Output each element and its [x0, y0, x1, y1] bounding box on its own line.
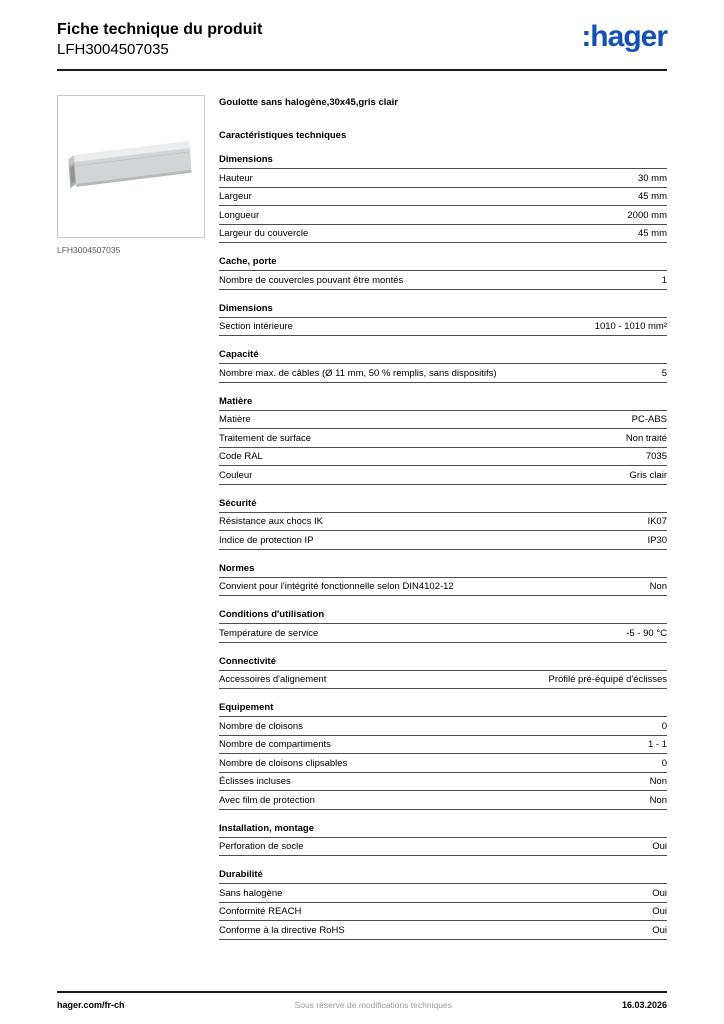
spec-rows	[219, 169, 667, 243]
product-image-frame	[57, 95, 205, 238]
characteristics-title: Caractéristiques techniques	[219, 130, 347, 142]
spec-value: Non traité	[625, 432, 667, 444]
product-image-column	[57, 95, 205, 255]
spec-row	[219, 717, 667, 736]
spec-section	[219, 867, 667, 940]
spec-row	[219, 429, 667, 448]
spec-label: Traitement de surface	[219, 432, 312, 444]
spec-section-title: Dimensions	[219, 301, 667, 318]
spec-rows	[219, 838, 667, 857]
spec-label: Avec film de protection	[219, 794, 315, 806]
footer-website: hager.com/fr-ch	[57, 1000, 125, 1010]
spec-value: 1 - 1	[647, 739, 667, 751]
spec-rows	[219, 513, 667, 550]
spec-label: Conforme à la directive RoHS	[219, 924, 345, 936]
spec-section-title: Connectivité	[219, 654, 667, 671]
spec-column	[219, 95, 667, 940]
spec-section-title: Normes	[219, 561, 667, 578]
spec-label: Température de service	[219, 627, 319, 639]
spec-label: Conformité REACH	[219, 906, 302, 918]
spec-row	[219, 364, 667, 383]
spec-row	[219, 838, 667, 857]
spec-section	[219, 347, 667, 383]
spec-row	[219, 206, 667, 225]
spec-section-title: Sécurité	[219, 496, 667, 513]
spec-section-title: Equipement	[219, 700, 667, 717]
spec-value: 0	[661, 720, 667, 732]
spec-label: Nombre de couvercles pouvant être montés	[219, 274, 404, 286]
spec-label: Nombre de compartiments	[219, 739, 331, 751]
spec-row	[219, 921, 667, 940]
spec-value: 45 mm	[637, 228, 667, 240]
spec-value: Non	[649, 581, 667, 593]
spec-section	[219, 821, 667, 857]
spec-row	[219, 513, 667, 532]
spec-label: Nombre de cloisons	[219, 720, 303, 732]
spec-value: 1010 - 1010 mm²	[594, 321, 667, 333]
spec-rows	[219, 411, 667, 485]
spec-label: Largeur	[219, 191, 252, 203]
spec-section-title: Capacité	[219, 347, 667, 364]
spec-value: 30 mm	[637, 172, 667, 184]
main-content	[57, 95, 667, 940]
spec-label: Éclisses incluses	[219, 776, 291, 788]
spec-label: Hauteur	[219, 172, 253, 184]
spec-value: -5 - 90 °C	[626, 627, 667, 639]
spec-row	[219, 169, 667, 188]
spec-rows	[219, 624, 667, 643]
spec-value: Gris clair	[629, 469, 667, 481]
spec-value: 5	[661, 367, 667, 379]
spec-section-title: Conditions d'utilisation	[219, 607, 667, 624]
spec-label: Section intérieure	[219, 321, 293, 333]
spec-section	[219, 254, 667, 290]
spec-row	[219, 791, 667, 810]
spec-value: Oui	[652, 887, 667, 899]
spec-row	[219, 466, 667, 485]
spec-row	[219, 754, 667, 773]
spec-value: Non	[649, 776, 667, 788]
spec-section	[219, 561, 667, 597]
spec-section-title: Matière	[219, 394, 667, 411]
trunking-product-image	[65, 115, 197, 219]
spec-value: 1	[661, 274, 667, 286]
spec-rows	[219, 717, 667, 810]
spec-row	[219, 531, 667, 550]
spec-row	[219, 624, 667, 643]
spec-label: Perforation de socle	[219, 841, 304, 853]
spec-label: Résistance aux chocs IK	[219, 516, 324, 528]
spec-row	[219, 318, 667, 337]
spec-label: Convient pour l'intégrité fonctionnelle selon DIN4102-12	[219, 581, 454, 593]
spec-sections	[219, 152, 667, 940]
spec-section	[219, 394, 667, 485]
spec-section	[219, 301, 667, 337]
hager-logo: :hager	[581, 20, 667, 53]
spec-value: IK07	[647, 516, 667, 528]
spec-section	[219, 152, 667, 243]
spec-label: Accessoires d'alignement	[219, 674, 327, 686]
spec-row	[219, 411, 667, 430]
spec-value: Non	[649, 794, 667, 806]
spec-section-title: Dimensions	[219, 152, 667, 169]
spec-label: Couleur	[219, 469, 253, 481]
footer-disclaimer: Sous réserve de modifications techniques	[294, 1000, 452, 1010]
spec-row	[219, 188, 667, 207]
header	[57, 20, 667, 71]
spec-section	[219, 496, 667, 550]
spec-value: Oui	[652, 924, 667, 936]
spec-row	[219, 448, 667, 467]
spec-value: Profilé pré-équipé d'éclisses	[548, 674, 667, 686]
product-id: LFH3004507035	[57, 41, 169, 59]
spec-rows	[219, 318, 667, 337]
product-name: Goulotte sans halogène,30x45,gris clair	[219, 97, 398, 109]
spec-label: Code RAL	[219, 451, 263, 463]
spec-section	[219, 607, 667, 643]
spec-label: Indice de protection IP	[219, 534, 314, 546]
spec-rows	[219, 364, 667, 383]
spec-section	[219, 700, 667, 810]
spec-section-title: Cache, porte	[219, 254, 667, 271]
product-image-caption: LFH3004507035	[57, 245, 121, 256]
spec-section	[219, 654, 667, 690]
spec-section-title: Installation, montage	[219, 821, 667, 838]
spec-row	[219, 903, 667, 922]
spec-label: Nombre de cloisons clipsables	[219, 757, 348, 769]
spec-label: Largeur du couvercle	[219, 228, 309, 240]
spec-value: Oui	[652, 841, 667, 853]
spec-section-title: Durabilité	[219, 867, 667, 884]
footer	[57, 991, 667, 1010]
spec-label: Nombre max. de câbles (Ø 11 mm, 50 % remplis, sans dispositifs)	[219, 367, 497, 379]
spec-value: Oui	[652, 906, 667, 918]
spec-row	[219, 225, 667, 244]
spec-rows	[219, 271, 667, 290]
spec-row	[219, 884, 667, 903]
spec-value: 2000 mm	[627, 209, 667, 221]
spec-rows	[219, 578, 667, 597]
spec-rows	[219, 884, 667, 940]
spec-row	[219, 271, 667, 290]
spec-value: 7035	[645, 451, 667, 463]
page-title: Fiche technique du produit	[57, 21, 263, 38]
spec-row	[219, 578, 667, 597]
spec-value: 0	[661, 757, 667, 769]
spec-label: Longueur	[219, 209, 260, 221]
footer-date: 16.03.2026	[621, 1000, 667, 1010]
header-divider	[57, 69, 667, 71]
spec-rows	[219, 671, 667, 690]
spec-value: IP30	[647, 534, 667, 546]
spec-row	[219, 671, 667, 690]
spec-row	[219, 773, 667, 792]
spec-value: 45 mm	[637, 191, 667, 203]
spec-label: Sans halogène	[219, 887, 283, 899]
spec-label: Matière	[219, 414, 251, 426]
spec-value: PC-ABS	[631, 414, 667, 426]
spec-row	[219, 736, 667, 755]
